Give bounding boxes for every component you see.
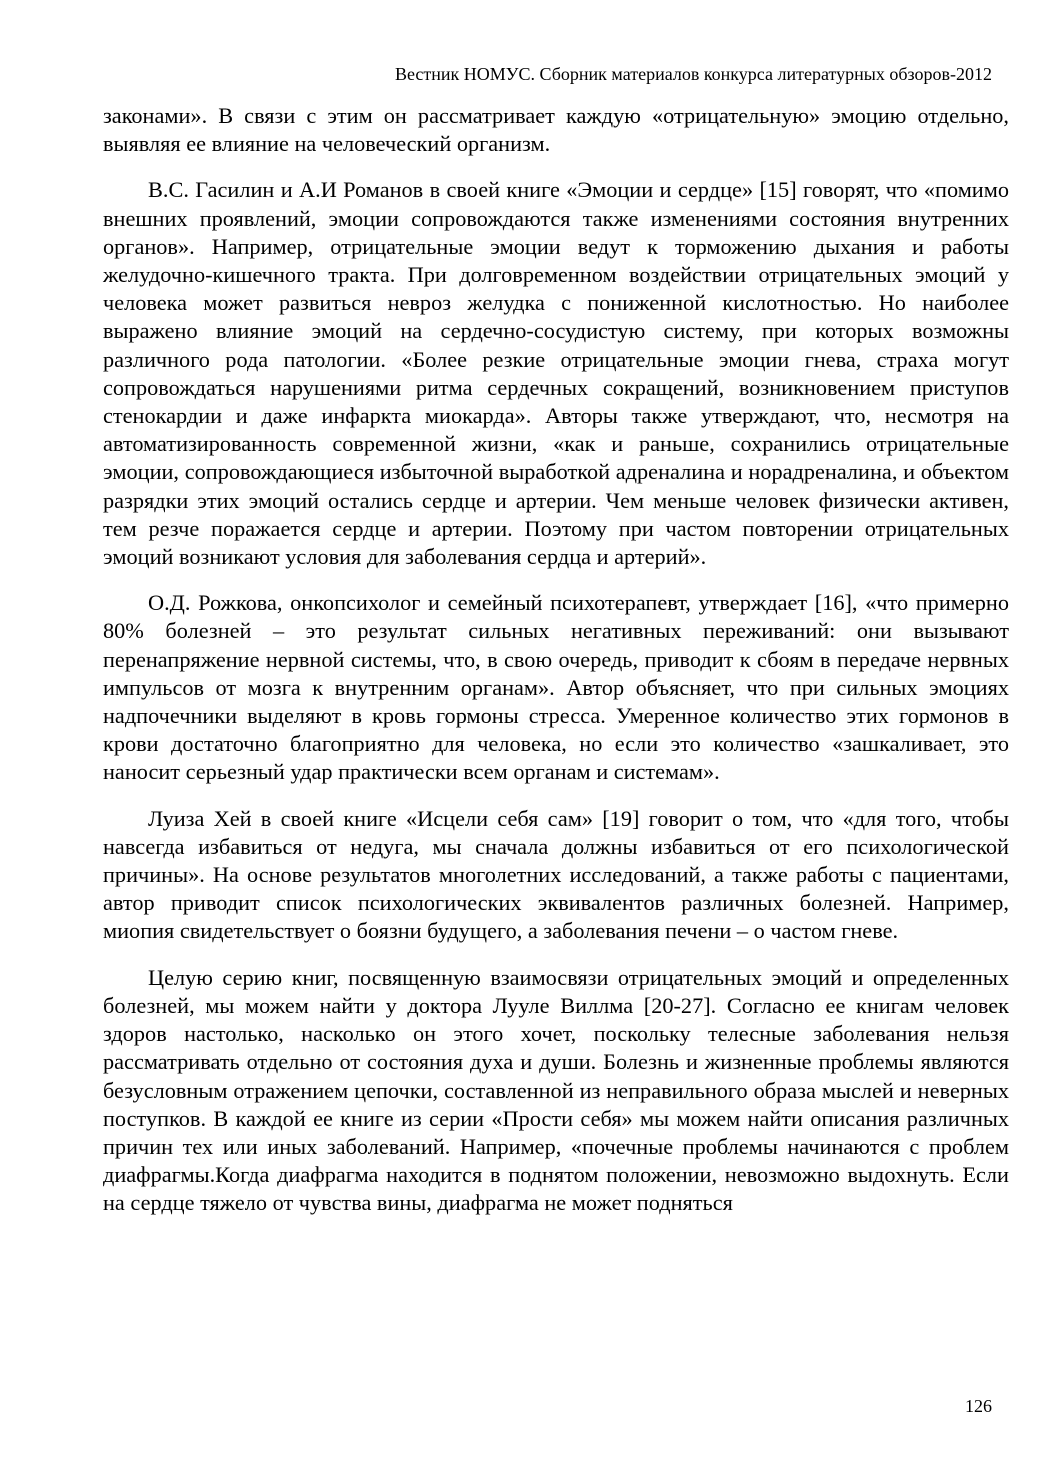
paragraph-rozhkova: О.Д. Рожкова, онкопсихолог и семейный психотерапевт, утверждает [16], «что примерно 80% болезней – это результат сильных негативных переживаний: они вызывают перенапряжение нервной системы, что, в свою очередь, приводит к сбоям в передаче нервных импульсов от мозга к внутренним органам». Автор объясняет, что при сильных эмоциях надпочечники выделяют в кровь гормоны стресса. Умеренное количество этих гормонов в крови достаточно благоприятно для человека, но если это количество «зашкаливает, это наносит серьезный удар практически всем органам и системам». xyxy=(103,590,1009,785)
running-header: Вестник НОМУС. Сборник материалов конкурса литературных обзоров-2012 xyxy=(394,64,992,84)
paragraph-louise-hay: Луиза Хей в своей книге «Исцели себя сам» [19] говорит о том, что «для того, чтобы навсегда избавиться от недуга, мы сначала должны избавиться от его психологической причины». На основе результатов многолетних исследований, а также работы с пациентами, автор приводит список психологических эквивалентов различных болезней. Например, миопия свидетельствует о боязни будущего, а заболевания печени – о частом гневе. xyxy=(103,805,1009,944)
page-number: 126 xyxy=(965,1396,992,1416)
paragraph-luule-viilma: Целую серию книг, посвященную взаимосвязи отрицательных эмоций и определенных болезней, мы можем найти у доктора Лууле Виллма [20-27]. Согласно ее книгам человек здоров настолько, насколько он этого хочет, поскольку телесные заболевания нельзя рассматривать отдельно от состояния духа и души. Болезнь и жизненные проблемы являются безусловным отражением цепочки, составленной из неправильного образа мыслей и неверных поступков. В каждой ее книге из серии «Прости себя» мы можем найти описания различных причин тех или иных заболеваний. Например, «почечные проблемы начинаются с проблем диафрагмы.Когда диафрагма находится в поднятом положении, невозможно выдохнуть. Если на сердце тяжело от чувства вины, диафрагма не может подняться xyxy=(103,964,1009,1216)
paragraph-continuation: законами». В связи с этим он рассматривает каждую «отрицательную» эмоцию отдельно, выявляя ее влияние на человеческий организм. xyxy=(103,103,1009,157)
paragraph-gasilin-romanov: В.С. Гасилин и А.И Романов в своей книге «Эмоции и сердце» [15] говорят, что «помимо внешних проявлений, эмоции сопровождаются также изменениями состояния внутренних органов». Например, отрицательные эмоции ведут к торможению дыхания и работы желудочно-кишечного тракта. При долговременном воздействии отрицательных эмоций у человека может развиться невроз желудка с пониженной кислотностью. Но наиболее выражено влияние эмоций на сердечно-сосудистую систему, при которых возможны различного рода патологии. «Более резкие отрицательные эмоции гнева, страха могут сопровождаться нарушениями ритма сердечных сокращений, возникновением приступов стенокардии и даже инфаркта миокарда». Авторы также утверждают, что, несмотря на автоматизированность современной жизни, «как и раньше, сохранились отрицательные эмоции, сопровождающиеся избыточной выработкой адреналина и норадреналина, и объектом разрядки этих эмоций остались сердце и артерии. Чем меньше человек физически активен, тем резче поражается сердце и артерии. Поэтому при частом повторении отрицательных эмоций возникают условия для заболевания сердца и артерий». xyxy=(103,177,1009,570)
body-text xyxy=(103,102,1009,1218)
